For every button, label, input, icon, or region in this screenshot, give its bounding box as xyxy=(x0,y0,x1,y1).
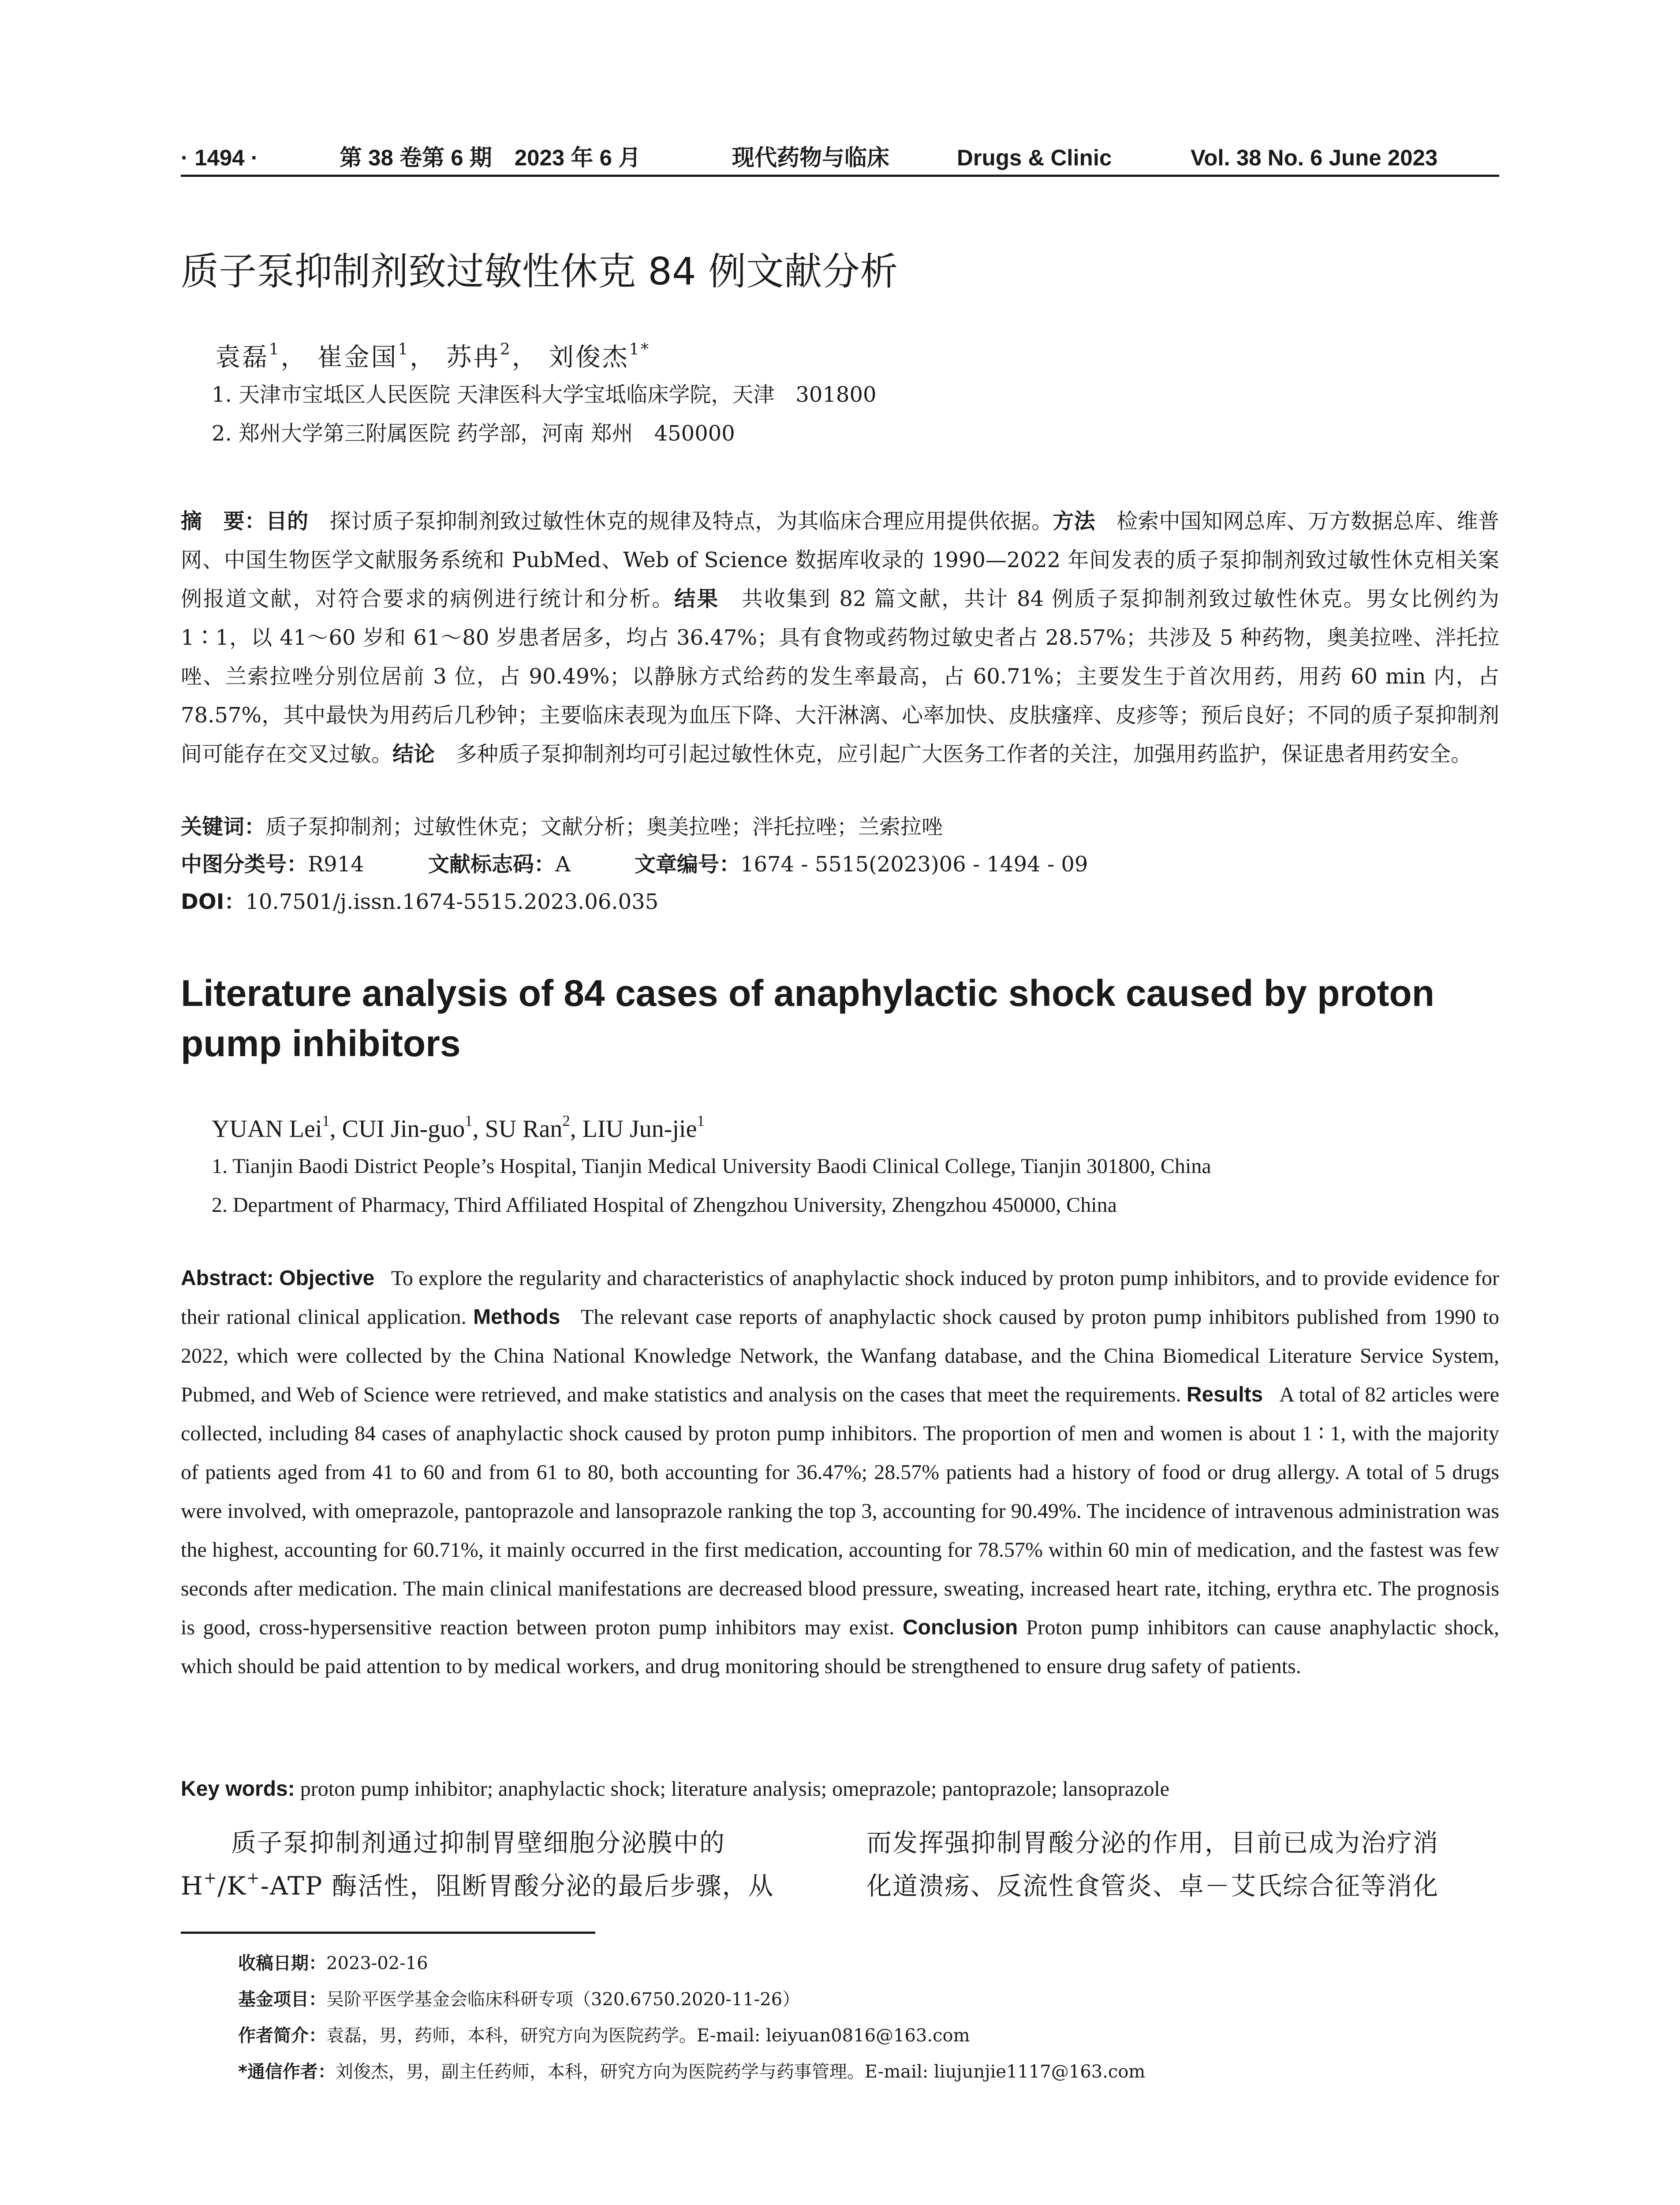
body-column-right: 而发挥强抑制胃酸分泌的作用，目前已成为治疗消 化道溃疡、反流性食管炎、卓－艾氏综合征等消化 xyxy=(866,1828,1439,1901)
abstract-label: Results xyxy=(1186,1383,1263,1406)
author-cn: 袁磊 xyxy=(215,343,269,372)
title-en: Literature analysis of 84 cases of anaphylactic shock caused by proton pump inhibitors xyxy=(181,972,1435,1064)
keywords-cn: 关键词：质子泵抑制剂；过敏性休克；文献分析；奥美拉唑；泮托拉唑；兰索拉唑 xyxy=(181,815,943,839)
keywords-en: Key words: proton pump inhibitor; anaphylactic shock; literature analysis; omeprazole; pantoprazole; lansoprazole xyxy=(181,1777,1170,1801)
footnote-author: 作者简介：袁磊，男，药师，本科，研究方向为医院药学。E-mail: leiyuan0816@163.com xyxy=(238,2026,970,2046)
authors-cn: 袁磊$^1$， 崔金国$^1$， 苏冉$^2$， 刘俊杰$^{1*}$ xyxy=(215,340,650,372)
issue-cn: 第 38 卷第 6 期 2023 年 6 月 xyxy=(340,145,641,170)
abstract-label: 方法 xyxy=(1053,509,1095,534)
doi-line: DOI：10.7501/j.issn.1674-5515.2023.06.035 xyxy=(181,889,659,914)
affiliation-en: 1. Tianjin Baodi District People’s Hospital, Tianjin Medical University Baodi Clinical College, Tianjin 301800, China xyxy=(212,1155,1211,1178)
footnote-received: 收稿日期：2023-02-16 xyxy=(238,1953,428,1973)
abstract-label: Conclusion xyxy=(902,1616,1018,1639)
affiliation-cn: 1. 天津市宝坻区人民医院 天津医科大学宝坻临床学院，天津 301800 xyxy=(212,382,877,407)
journal-name-cn: 现代药物与临床 xyxy=(732,145,890,171)
author-cn: 苏冉 xyxy=(446,343,500,372)
issue-en: Vol. 38 No. 6 June 2023 xyxy=(1191,145,1438,170)
authors-en: YUAN Lei$^1$, CUI Jin-guo$^1$, SU Ran$^2$, LIU Jun-jie$^1$ xyxy=(212,1112,705,1143)
journal-name-en: Drugs & Clinic xyxy=(957,145,1112,170)
footnote-corresponding: *通信作者：刘俊杰，男，副主任药师，本科，研究方向为医院药学与药事管理。E-mail: liujunjie1117@163.com xyxy=(238,2062,1146,2082)
abstract-label: 目的 xyxy=(265,509,309,534)
abstract-label: 结果 xyxy=(674,587,720,611)
abstract-label: Methods xyxy=(473,1305,560,1329)
classification-line: 中图分类号：R914 文献标志码：A 文章编号：1674 - 5515(2023)06 - 1494 - 09 xyxy=(181,852,1088,877)
running-header xyxy=(181,141,1499,177)
abstract-label: Objective xyxy=(279,1267,375,1290)
abstract-label: 结论 xyxy=(392,742,435,766)
affiliation-cn: 2. 郑州大学第三附属医院 药学部，河南 郑州 450000 xyxy=(212,421,735,446)
author-cn: 刘俊杰 xyxy=(548,343,629,372)
affiliation-en: 2. Department of Pharmacy, Third Affiliated Hospital of Zhengzhou University, Zhengzhou 450000, China xyxy=(212,1193,1117,1217)
abstract-cn: 摘 要：目的 探讨质子泵抑制剂致过敏性休克的规律及特点，为其临床合理应用提供依据。方法 检索中国知网总库、万方数据总库、维普网、中国生物医学文献服务系统和 PubMed、Web of Science 数据库收录的 1990—2022 年间发表的质子泵抑制剂致过敏性休克相关案例报道文献，对符合要求的病例进行统计和分析。结果 共收集到 82 篇文献，共计 84 例质子泵抑制剂致过敏性休克。男女比例约为 1∶1，以 41～60 岁和 61～80 岁患者居多，均占 36.47%；具有食物或药物过敏史者占 28.57%；共涉及 5 种药物，奥美拉唑、泮托拉唑、兰索拉唑分别位居前 3 位，占 90.49%；以静脉方式给药的发生率最高，占 60.71%；主要发生于首次用药，用药 60 min 内，占 78.57%，其中最快为用药后几秒钟；主要临床表现为血压下降、大汗淋漓、心率加快、皮肤瘙痒、皮疹等；预后良好；不同的质子泵抑制剂间可能存在交叉过敏。结论 多种质子泵抑制剂均可引起过敏性休克，应引起广大医务工作者的关注，加强用药监护，保证患者用药安全。 xyxy=(181,509,1499,766)
doi: 10.7501/j.issn.1674-5515.2023.06.035 xyxy=(245,889,659,914)
footnote-funding: 基金项目：吴阶平医学基金会临床科研专项（320.6750.2020-11-26） xyxy=(238,1989,800,2010)
title-cn: 质子泵抑制剂致过敏性休克 84 例文献分析 xyxy=(181,250,898,294)
abstract-en: Abstract: Objective To explore the regularity and characteristics of anaphylactic shock induced by proton pump inhibitors, and to provide evidence for their rational clinical application. Methods The relevant case reports of anaphylactic shock caused by proton pump inhibitors published from 1990 to 2022, which were collected by the China National Knowledge Network, the Wanfang database, and the China Biomedical Literature Service System, Pubmed, and Web of Science were retrieved, and make statistics and analysis on the cases that meet the requirements. Results A total of 82 articles were collected, including 84 cases of anaphylactic shock caused by proton pump inhibitors. The proportion of men and women is about 1 ∶ 1, with the majority of patients aged from 41 to 60 and from 61 to 80, both accounting for 36.47%; 28.57% patients had a history of food or drug allergy. A total of 5 drugs were involved, with omeprazole, pantoprazole and lansoprazole ranking the top 3, accounting for 90.49%. The incidence of intravenous administration was the highest, accounting for 60.71%, it mainly occurred in the first medication, accounting for 78.57% within 60 min of medication, and the fastest was few seconds after medication. The main clinical manifestations are decreased blood pressure, sweating, increased heart rate, itching, erythra etc. The prognosis is good, cross-hypersensitive reaction between proton pump inhibitors may exist. Conclusion Proton pump inhibitors can cause anaphylactic shock, which should be paid attention to by medical workers, and drug monitoring should be strengthened to ensure drug safety of patients. xyxy=(181,1267,1500,1678)
footnote-rule xyxy=(181,1932,595,1934)
page-number: · 1494 · xyxy=(181,145,258,170)
body-column-left: 质子泵抑制剂通过抑制胃壁细胞分泌膜中的 H+/K+-ATP 酶活性，阻断胃酸分泌的最后步骤，从 xyxy=(181,1828,774,1901)
author-cn: 崔金国 xyxy=(317,343,398,372)
